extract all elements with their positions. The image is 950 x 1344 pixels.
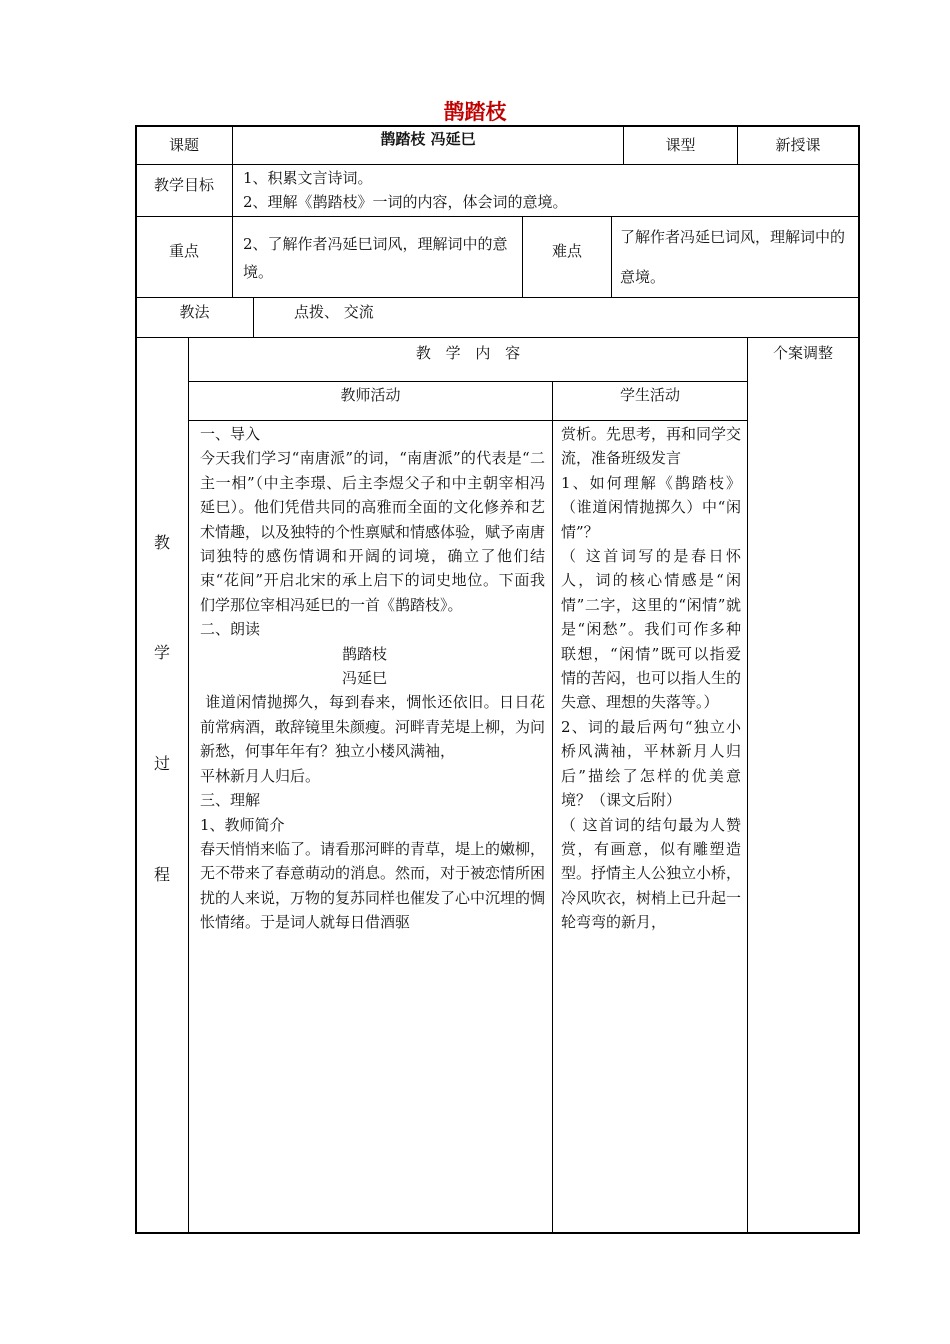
student-activity [561, 422, 741, 935]
label-lesson: 课题 [168, 136, 199, 154]
label-difficulty: 难点 [551, 242, 582, 260]
side-char-2: 学 [153, 643, 170, 662]
teacher-section-1-text: 今天我们学习“南唐派”的词，“南唐派”的代表是“二主一相”（中主李璟、后主李煜父子和中主朝宰相冯延巳）。他们凭借共同的高雅而全面的文化修养和艺术情趣，以及独特的个性禀赋和情感体验，赋予南唐词独特的感伤情调和开阔的词境，确立了他们结束“花间”开启北宋的承上启下的词史地位。下面我们学那位宰相冯延巳的一首《鹊踏枝》。 [200, 449, 546, 614]
student-intro: 赏析。先思考，再和同学交流，准备班级发言 [561, 425, 742, 468]
lesson-type-value: 新授课 [775, 136, 821, 154]
goal-line-2: 2、理解《鹊踏枝》一词的内容，体会词的意境。 [243, 193, 568, 211]
poem-last-line: 平林新月人归后。 [200, 766, 321, 785]
student-question-2: 2、词的最后两句“独立小桥风满袖，平林新月人归后”描绘了怎样的优美意境？（课文后附） [561, 717, 741, 810]
adjust-header: 个案调整 [772, 344, 833, 362]
teacher-section-3-sub: 1、教师简介 [200, 815, 285, 834]
teacher-section-2-title: 二、朗读 [200, 620, 261, 639]
poem-text: 谁道闲情抛掷久，每到春来，惆怅还依旧。日日花前常病酒，敢辞镜里朱颜瘦。河畔青芜堤上柳，为问新愁，何事年年有？独立小楼风满袖， [200, 693, 546, 761]
side-char-1: 教 [153, 533, 170, 552]
key-points-text: 2、了解作者冯延巳词风，理解词中的意境。 [243, 235, 508, 281]
difficulty-text: 了解作者冯延巳词风，理解词中的意境。 [620, 228, 846, 286]
teacher-section-3-title: 三、理解 [200, 791, 261, 810]
content-header: 教 学 内 容 [415, 344, 521, 362]
method-text: 点拨、 交流 [294, 303, 374, 321]
student-question-1: 1、如何理解《鹊踏枝》（谁道闲情抛掷久）中“闲情”？ [561, 473, 741, 541]
lesson-title: 鹊踏枝 冯延巳 [380, 130, 476, 148]
label-method: 教法 [179, 303, 210, 321]
student-header: 学生活动 [619, 386, 680, 404]
student-answer-1: （ 这首词写的是春日怀人，词的核心情感是“闲情”二字，这里的“闲情”就是“闲愁”。我们可作多种联想，“闲情”既可以指爱情的苦闷，也可以指人生的失意、理想的失落等。） [561, 547, 742, 712]
side-char-3: 过 [153, 754, 170, 773]
goal-line-1: 1、积累文言诗词。 [243, 169, 373, 187]
teacher-section-3-text: 春天悄悄来临了。请看那河畔的青草，堤上的嫩柳，无不带来了春意萌动的消息。然而，对于被恋情所困扰的人来说，万物的复苏同样也催发了心中沉埋的惆怅情绪。于是词人就每日借酒驱 [200, 839, 546, 932]
label-goals: 教学目标 [153, 176, 214, 194]
label-key-points: 重点 [168, 242, 199, 260]
poem-author: 冯延巳 [342, 669, 388, 688]
student-answer-2: （ 这首词的结句最为人赞赏，有画意，似有雕塑造型。抒情主人公独立小桥，冷风吹衣，树梢上已升起一轮弯弯的新月， [561, 815, 742, 932]
side-char-4: 程 [153, 865, 170, 884]
document-title: 鹊踏枝 [443, 100, 507, 124]
teacher-header: 教师活动 [340, 386, 401, 404]
teacher-section-1-title: 一、导入 [200, 425, 261, 443]
label-lesson-type: 课型 [665, 136, 696, 154]
poem-title: 鹊踏枝 [342, 644, 388, 663]
teacher-activity [200, 422, 545, 935]
